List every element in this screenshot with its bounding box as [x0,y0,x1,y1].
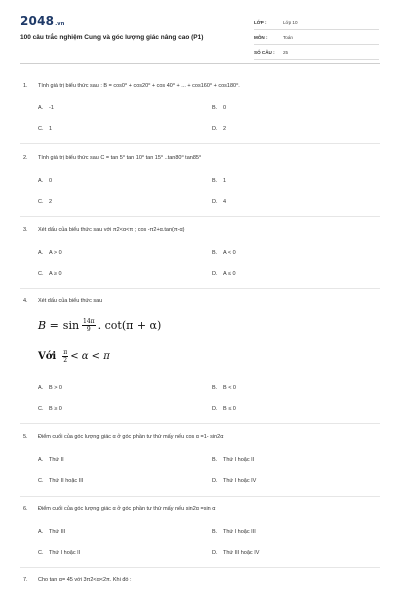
question-4-option-a[interactable] [38,385,62,391]
option-text: Thứ II [49,457,64,463]
option-key: C. [38,271,44,277]
meta-value: Lớp 10 [283,19,298,25]
question-number: 2. [23,155,28,161]
question-3-text [23,227,185,233]
option-text: -1 [49,105,54,111]
question-7-text [23,577,132,583]
option-key: D. [212,478,218,484]
question-body: Điểm cuối của góc lượng giác α ở góc phần tư thứ mấy nếu sin2α =sin α [38,506,216,512]
question-4-text [23,298,102,304]
question-3-option-a[interactable] [38,250,62,256]
option-key: A. [38,385,44,391]
option-text: 0 [49,178,53,184]
option-text: 2 [49,199,53,205]
question-1-option-b[interactable] [212,105,226,111]
question-5-option-a[interactable] [38,457,64,463]
question-number: 4. [23,298,28,304]
option-key: B. [212,250,218,256]
fraction-denominator: 9 [86,326,91,333]
question-body: Xét dấu của biểu thức sau [38,298,103,304]
question-4-option-d[interactable] [212,406,236,412]
document-title: 100 câu trắc nghiệm Cung và góc lượng giác nâng cao (P1) [20,34,204,41]
question-body: Cho tan α= 45 với 3π2<α<2π. Khi đó : [38,577,132,583]
question-number: 3. [23,227,28,233]
question-divider [20,496,380,497]
question-1-option-a[interactable] [38,105,54,111]
condition-fraction [62,349,68,364]
option-key: B. [212,105,218,111]
option-key: C. [38,199,44,205]
option-key: D. [212,406,218,412]
fraction-numerator: π [63,349,68,356]
question-2-text [23,155,201,161]
question-4-option-b[interactable] [212,385,236,391]
option-text: 1 [223,178,227,184]
condition-word: Với [38,351,57,362]
question-divider [20,423,380,424]
question-2-option-a[interactable] [38,178,52,184]
question-6-text [23,506,215,512]
option-text: B ≤ 0 [223,406,236,412]
meta-label: MÔN : [254,34,268,40]
option-text: 4 [223,199,227,205]
brand-name: 2048 [20,14,55,28]
option-key: D. [212,550,218,556]
fraction-denominator: 2 [63,357,68,364]
question-number: 1. [23,83,28,89]
option-text: A ≤ 0 [223,271,236,277]
brand-suffix: .vn [55,21,65,27]
question-3-option-d[interactable] [212,271,236,277]
option-text: Thứ I hoặc IV [223,478,257,484]
option-text: A ≥ 0 [49,271,62,277]
option-key: C. [38,550,44,556]
option-text: Thứ III [49,529,66,535]
question-number: 7. [23,577,28,583]
question-5-option-c[interactable] [38,478,83,484]
option-text: A < 0 [223,250,236,256]
fraction-numerator: 14π [83,318,95,325]
option-text: Thứ I hoặc II [49,550,81,556]
question-1-option-c[interactable] [38,126,52,132]
question-5-text [23,434,223,440]
option-key: A. [38,529,44,535]
question-4-condition [38,349,110,364]
question-body: Điểm cuối của góc lượng giác α ở góc phần tư thứ mấy nếu cos α =1- sin2α [38,434,224,440]
option-key: D. [212,126,218,132]
condition-rest: < α < π [70,351,110,362]
question-body: Xét dấu của biểu thức sau với π2<α<π ; cos -π2+α.tan(π-α) [38,227,185,233]
question-divider [20,288,380,289]
option-text: B ≥ 0 [49,406,62,412]
option-text: 1 [49,126,53,132]
question-2-option-c[interactable] [38,199,52,205]
option-text: 2 [223,126,227,132]
question-6-option-d[interactable] [212,550,259,556]
meta-label: SỐ CÂU : [254,49,275,55]
option-text: Thứ II hoặc III [49,478,84,484]
question-1-text [23,83,240,89]
question-divider [20,143,380,144]
question-body: Tính giá trị biểu thức sau C = tan 5⁰ tan 10⁰ tan 15⁰ ..tan80⁰ tan85⁰ [38,155,202,161]
option-text: Thứ III hoặc IV [223,550,260,556]
question-4-option-c[interactable] [38,406,62,412]
question-5-option-d[interactable] [212,478,256,484]
question-number: 6. [23,506,28,512]
option-key: C. [38,126,44,132]
question-number: 5. [23,434,28,440]
formula-lhs: B = [38,319,59,332]
option-key: B. [212,529,218,535]
question-2-option-b[interactable] [212,178,226,184]
formula-fraction [82,318,96,333]
option-key: C. [38,478,44,484]
option-text: Thứ I hoặc II [223,457,255,463]
option-key: B. [212,457,218,463]
meta-label: LỚP : [254,19,267,25]
formula-rest: . cot(π + α) [97,319,162,332]
question-4-formula [38,318,161,333]
question-6-option-a[interactable] [38,529,65,535]
question-3-option-b[interactable] [212,250,236,256]
question-1-option-d[interactable] [212,126,226,132]
meta-value: Toán [283,34,293,40]
option-key: A. [38,105,44,111]
option-key: A. [38,178,44,184]
meta-value: 25 [283,49,289,55]
option-text: Thứ I hoặc III [223,529,256,535]
question-3-option-c[interactable] [38,271,62,277]
option-key: A. [38,457,44,463]
option-key: C. [38,406,44,412]
option-key: D. [212,199,218,205]
option-text: B < 0 [223,385,236,391]
formula-function: sin [62,319,80,332]
option-text: B > 0 [49,385,62,391]
option-key: D. [212,271,218,277]
question-divider [20,567,380,568]
question-6-option-b[interactable] [212,529,256,535]
option-text: 0 [223,105,227,111]
option-text: A > 0 [49,250,62,256]
question-divider [20,216,380,217]
option-key: A. [38,250,44,256]
option-key: B. [212,385,218,391]
question-5-option-b[interactable] [212,457,254,463]
question-body: Tính giá trị biểu thức sau : B = cos0⁰ + cos20⁰ + cos 40⁰ + ... + cos160⁰ + cos180⁰. [38,83,240,89]
option-key: B. [212,178,218,184]
question-2-option-d[interactable] [212,199,226,205]
question-6-option-c[interactable] [38,550,80,556]
